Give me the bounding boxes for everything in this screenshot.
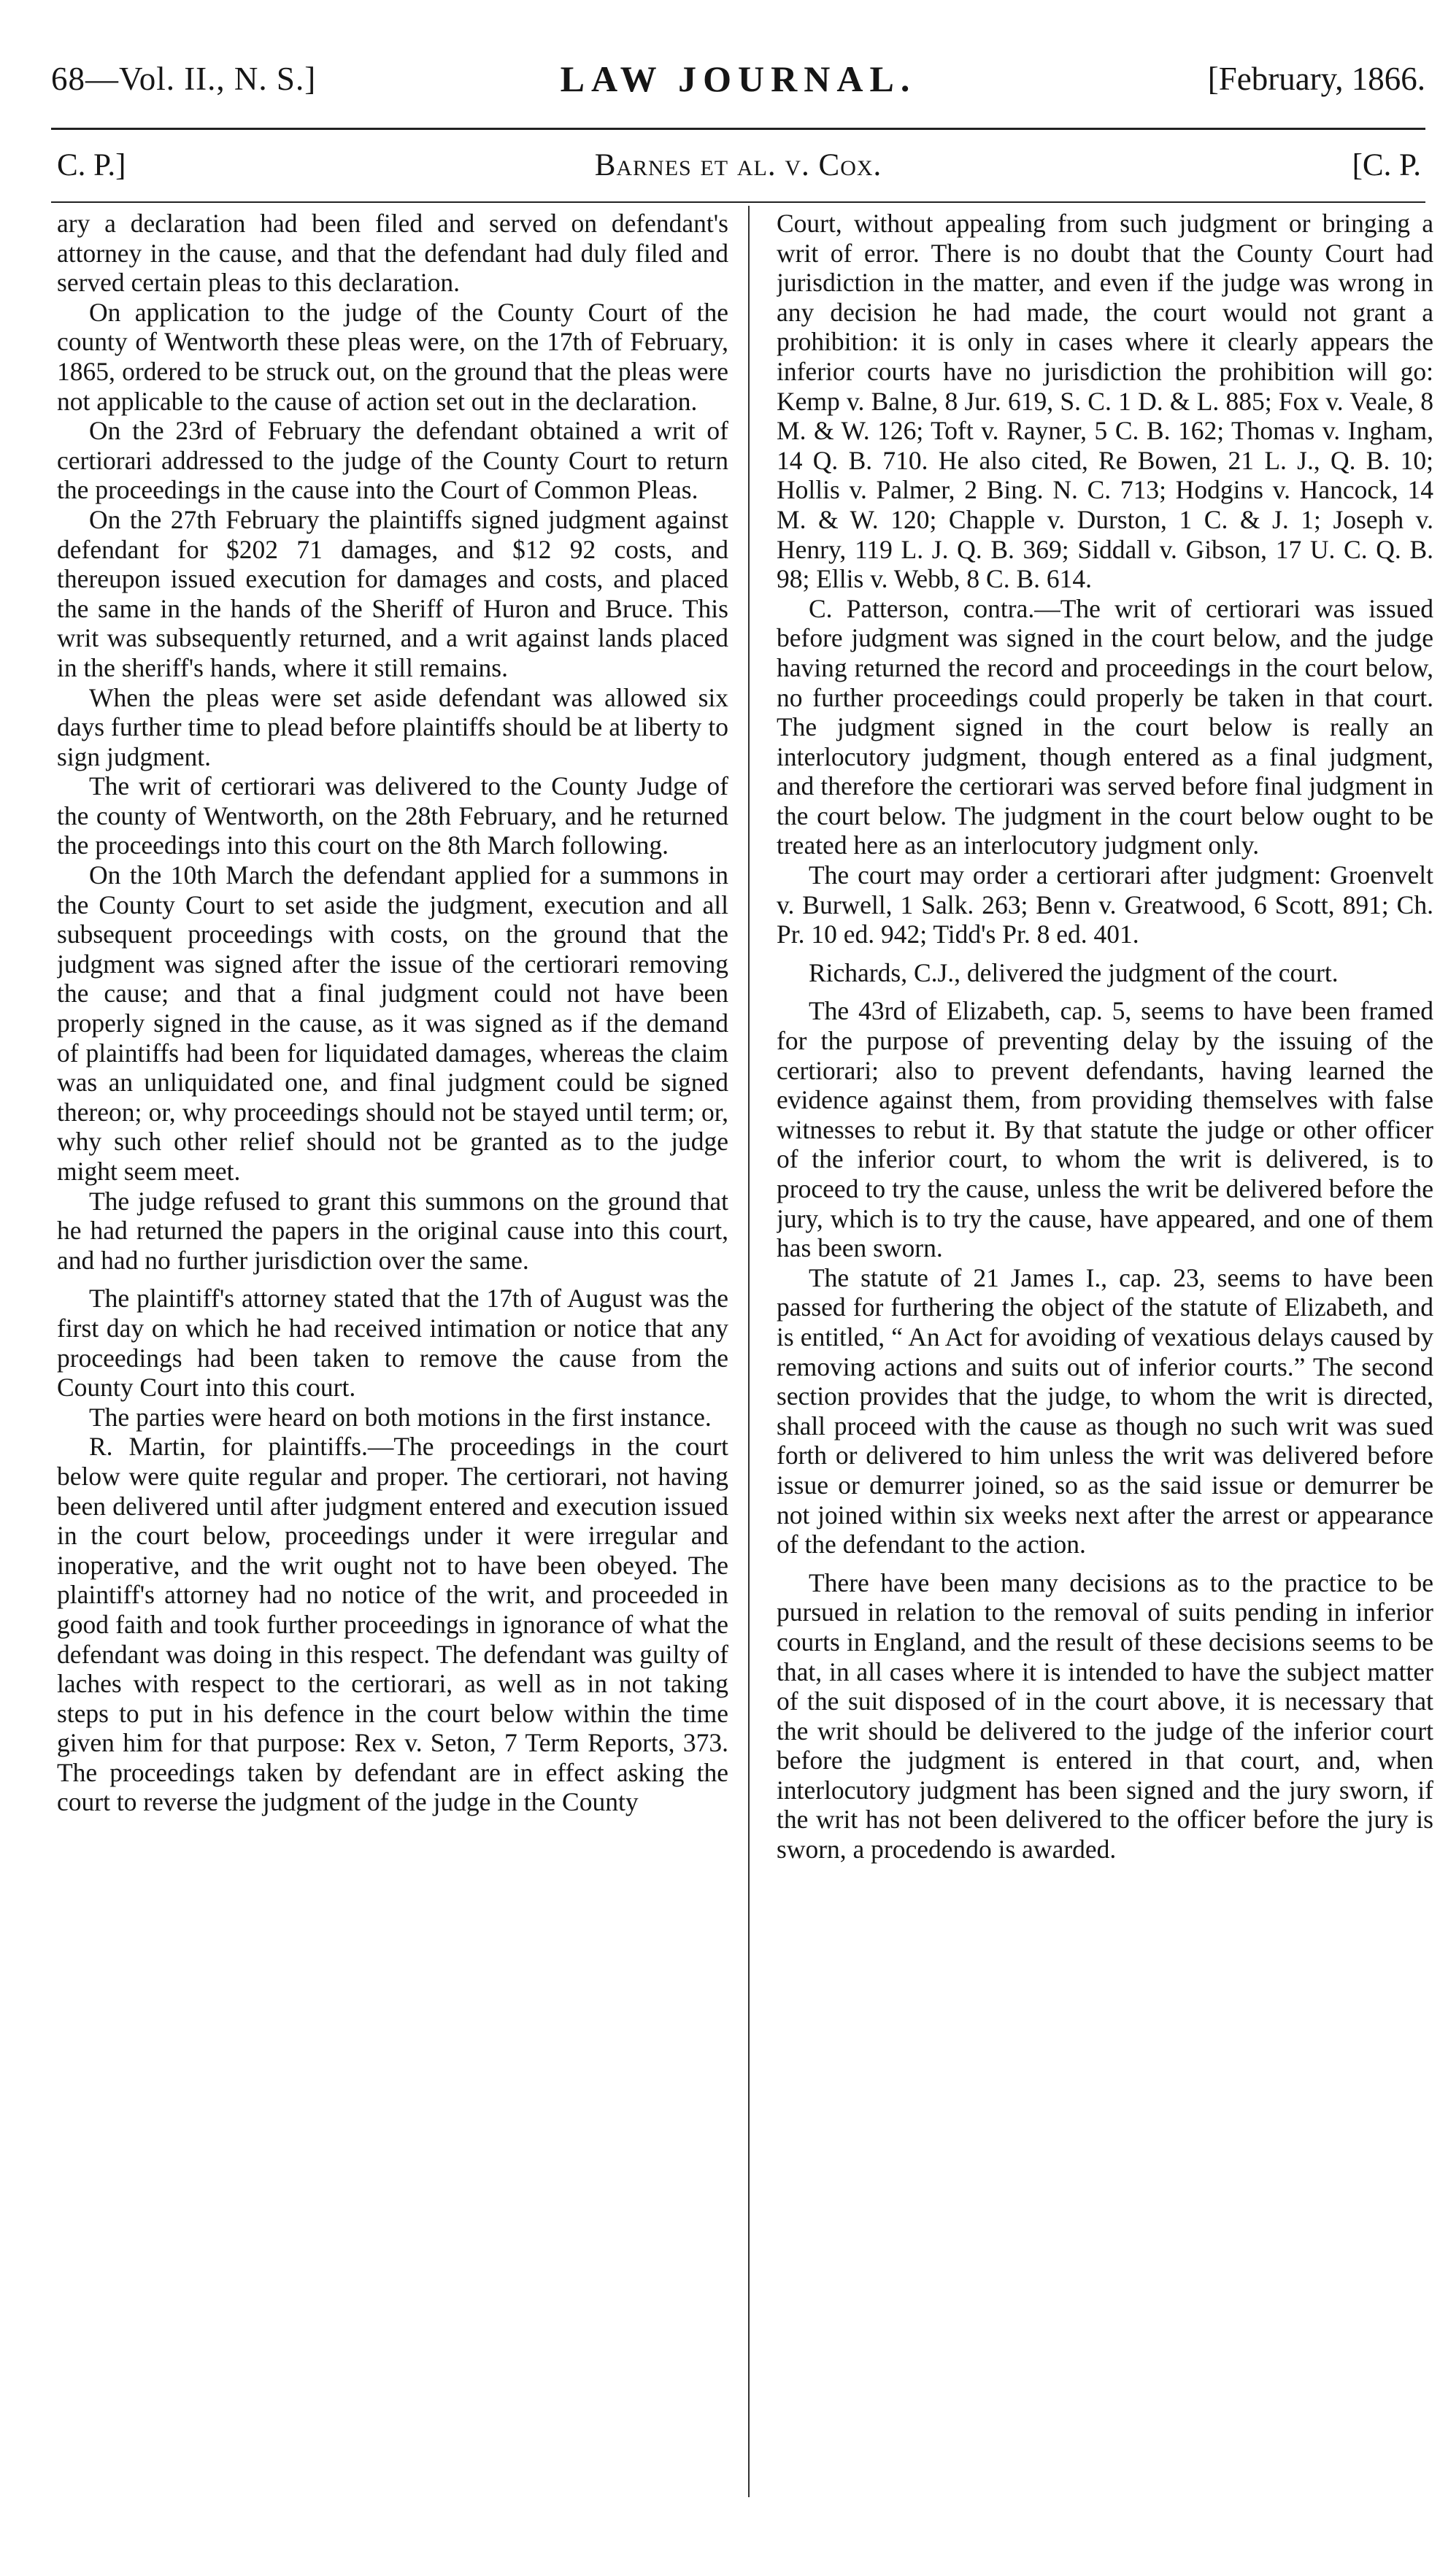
volume-page-label: 68—Vol. II., N. S.] (51, 61, 317, 97)
paragraph: On the 10th March the defendant applied for a summons in the County Court to set aside the judgment, execution and all subsequent proceedings with costs, on the ground that the judgment was signed after the issue of the certiorari removing the cause; and that a final judgment could not have been properly signed in the cause, as it was signed as if the demand of plaintiffs had been for liquidated damages, whereas the claim was an unliquidated one, and final judgment could be signed thereon; or, why proceedings should not be stayed until term; or, why such other relief should not be granted as to the judge might seem meet. (57, 860, 728, 1186)
paragraph: The writ of certiorari was delivered to the County Judge of the county of Wentworth, on the 28th February, and he returned the proceedings into this court on the 8th March following. (57, 771, 728, 860)
paragraph: The statute of 21 James I., cap. 23, seems to have been passed for furthering the object of the statute of Elizabeth, and is entitled, “ An Act for avoiding of vexatious delays caused by removing actions and suits out of inferior courts.” The second section provides that the judge, to whom the writ is directed, shall proceed with the cause as though no such writ was sued forth or delivered to him unless the writ was delivered before issue or demurrer joined, so as the said issue or demurrer be not joined within six weeks next after the arrest or appearance of the defendant to the action. (777, 1262, 1433, 1559)
issue-date: [February, 1866. (1207, 61, 1425, 97)
court-label-right: [C. P. (1352, 148, 1421, 182)
paragraph: There have been many decisions as to the practice to be pursued in relation to the removal of suits pending in inferior courts in England, and the result of these decisions seems to be that, in all cases where it is intended to have the subject matter of the suit disposed of in the court above, it is necessary that the writ should be delivered to the judge of the inferior court before the judgment is entered in that court, and, when interlocutory judgment has been signed and the jury sworn, if the writ has not been delivered to the officer before the jury is sworn, a procedendo is awarded. (777, 1567, 1433, 1864)
paragraph: The judge refused to grant this summons on the ground that he had returned the papers in the original cause into this court, and had no further jurisdiction over the same. (57, 1186, 728, 1275)
paragraph: Richards, C.J., delivered the judgment of the court. (809, 957, 1339, 987)
paragraph: Court, without appealing from such judgment or bringing a writ of error. There is no doubt that the County Court had jurisdiction in the matter, and even if the judge was wrong in any decision he had made, the court would not grant a prohibition: it is only in cases where it clearly appears the inferior courts have no jurisdiction the prohibition will go: Kemp v. Balne, 8 Jur. 619, S. C. 1 D. & L. 885; Fox v. Veale, 8 M. & W. 126; Toft v. Rayner, 5 C. B. 162; Thomas v. Ingham, 14 Q. B. 710. He also cited, Re Bowen, 21 L. J., Q. B. 10; Hollis v. Palmer, 2 Bing. N. C. 713; Hodgins v. Hancock, 14 M. & W. 120; Chapple v. Durston, 1 C. & J. 1; Joseph v. Henry, 119 L. J. Q. B. 369; Siddall v. Gibson, 17 U. C. Q. B. 98; Ellis v. Webb, 8 C. B. 614. (777, 209, 1433, 594)
paragraph: When the pleas were set aside defendant was allowed six days further time to plead before plaintiffs should be at liberty to sign judgment. (57, 682, 728, 771)
running-head (51, 57, 1425, 101)
right-column (777, 209, 1433, 2515)
court-label-left: C. P.] (57, 148, 126, 182)
journal-title: LAW JOURNAL. (560, 58, 917, 99)
paragraph: The 43rd of Elizabeth, cap. 5, seems to have been framed for the purpose of preventing delay by the issuing of the certiorari; also to prevent defendants, having learned the evidence against them, from providing themselves with false witnesses to rebut it. By that statute the judge or other officer of the inferior court, to whom the writ is delivered, is to proceed to try the cause, unless the writ be delivered before the jury, which is to try the cause, have appeared, and one of them has been sworn. (777, 996, 1433, 1263)
paragraph: The court may order a certiorari after judgment: Groenvelt v. Burwell, 1 Salk. 263; Benn v. Greatwood, 6 Scott, 891; Ch. Pr. 10 ed. 942; Tidd's Pr. 8 ed. 401. (777, 860, 1433, 949)
paragraph: R. Martin, for plaintiffs.—The proceedings in the court below were quite regular and proper. The certiorari, not having been delivered until after judgment entered and execution issued in the court below, proceedings under it were irregular and inoperative, and the writ ought not to have been obeyed. The plaintiff's attorney had no notice of the writ, and proceeded in good faith and took further proceedings in ignorance of what the defendant was doing in this respect. The defendant was guilty of laches with respect to the certiorari, as well as in not taking steps to put in his defence in the court below within the time given him for that purpose: Rex v. Seton, 7 Term Reports, 373. The proceedings taken by defendant are in effect asking the court to reverse the judgment of the judge in the County (57, 1432, 728, 1817)
paragraph: ary a declaration had been filed and served on defendant's attorney in the cause, and that the defendant had duly filed and served certain pleas to this declaration. (57, 209, 728, 298)
paragraph: On application to the judge of the County Court of the county of Wentworth these pleas were, on the 17th of February, 1865, ordered to be struck out, on the ground that the pleas were not applicable to the cause of action set out in the declaration. (57, 297, 728, 416)
left-column (57, 209, 728, 2515)
column-divider (748, 206, 750, 2497)
paragraph: C. Patterson, contra.—The writ of certiorari was issued before judgment was signed in the court below, and the judge having returned the record and proceedings in the court below, no further proceedings could properly be taken in that court. The judgment signed in the court below is really an interlocutory judgment, though entered as a final judgment, and therefore the certiorari was served before final judgment in the court below. The judgment in the court below ought to be treated here as an interlocutory judgment only. (777, 593, 1433, 860)
paragraph: On the 27th February the plaintiffs signed judgment against defendant for $202 71 damages, and $12 92 costs, and thereupon issued execution for damages and costs, and placed the same in the hands of the Sheriff of Huron and Bruce. This writ was subsequently returned, and a writ against lands placed in the sheriff's hands, where it still remains. (57, 504, 728, 682)
paragraph: The plaintiff's attorney stated that the 17th of August was the first day on which he had received intimation or notice that any proceedings had been taken to remove the cause from the County Court into this court. (57, 1284, 728, 1403)
paragraph: On the 23rd of February the defendant obtained a writ of certiorari addressed to the judge of the County Court to return the proceedings in the cause into the Court of Common Pleas. (57, 416, 728, 505)
header-rule-bottom (51, 201, 1425, 203)
paragraph: The parties were heard on both motions in the first instance. (89, 1402, 712, 1432)
header-rule-top (51, 128, 1425, 130)
case-header (51, 144, 1425, 187)
case-title: Barnes et al. v. Cox. (594, 148, 882, 182)
